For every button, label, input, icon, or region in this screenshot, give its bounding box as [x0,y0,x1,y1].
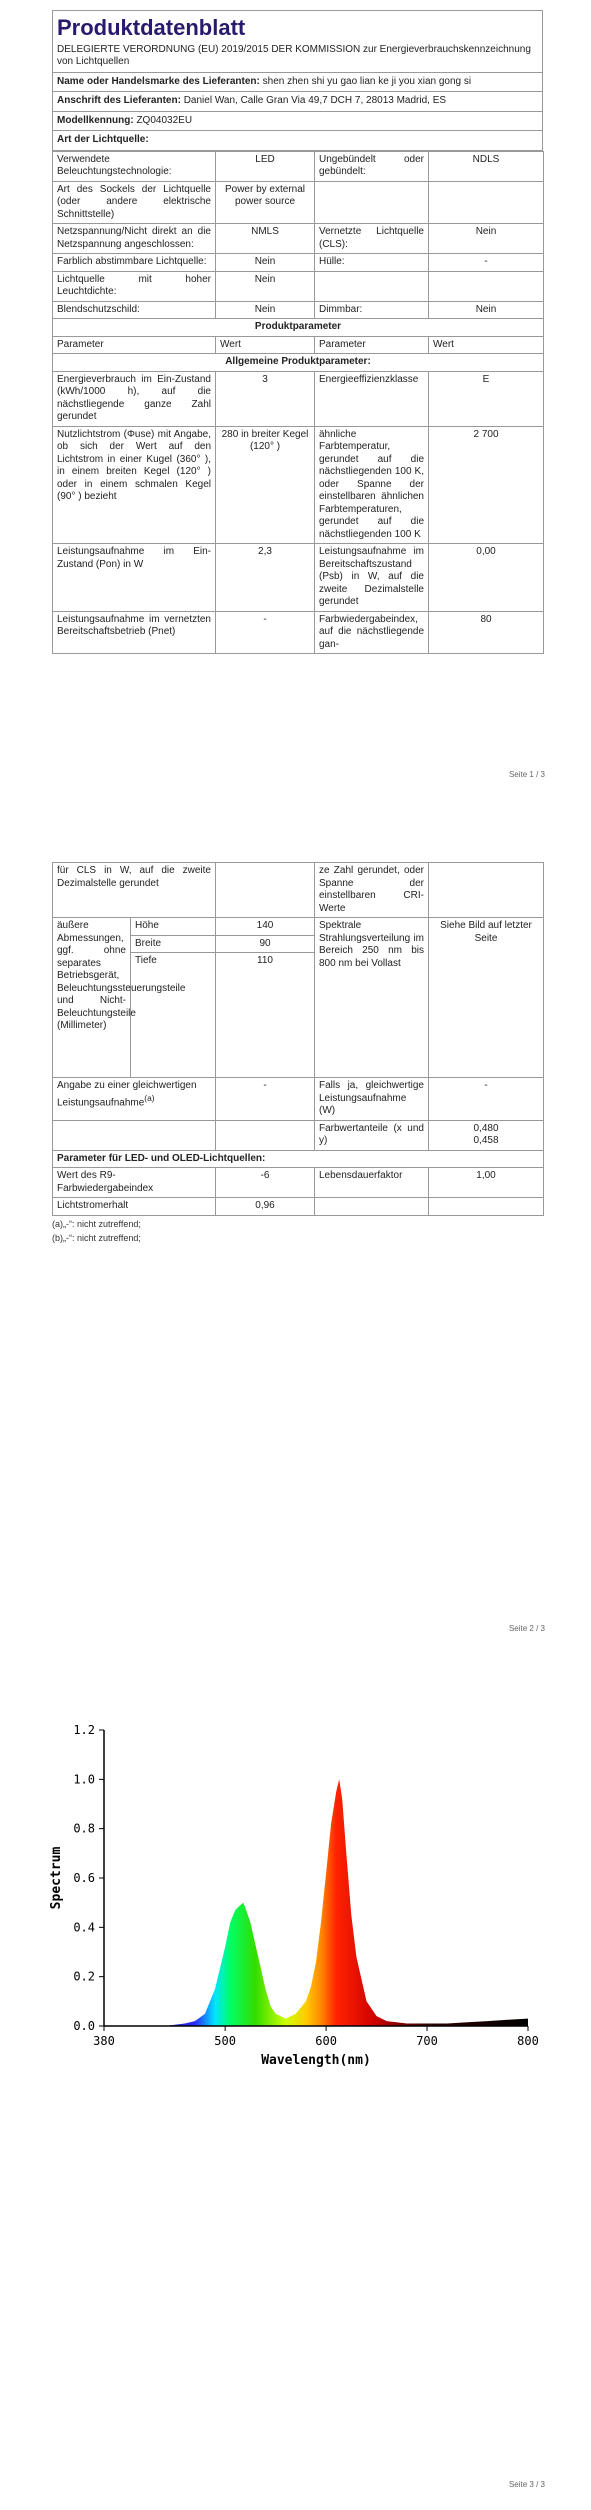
empty-cell [315,181,429,224]
y-tick-label: 0.2 [73,1969,95,1984]
technology-label: Verwendete Beleuchtungstechnologie: [53,151,216,181]
equiv-value: - [216,1078,315,1121]
y-tick-label: 0.8 [73,1821,95,1836]
maintenance-label: Lichtstromerhalt [53,1198,216,1216]
supplier-name: shen zhen shi yu gao lian ke ji you xian gong si [262,75,472,87]
eec-value: E [429,371,544,426]
cls-label: Vernetzte Lichtquelle (CLS): [315,224,429,254]
x-tick-label: 380 [93,2034,115,2048]
high-luminance-value: Nein [216,271,315,301]
maintenance-value: 0,96 [216,1198,315,1216]
cri-label-continued: ze Zahl gerundet, oder Spanne der einstellbaren CRI-Werte [315,863,429,918]
spectrum-area [104,1779,528,2026]
energy-value: 3 [216,371,315,426]
page-number: Seite 3 / 3 [508,2480,545,2489]
supplier-address: Daniel Wan, Calle Gran Via 49,7 DCH 7, 28013 Madrid, ES [183,95,447,106]
general-params-heading: Allgemeine Produktparameter: [53,354,544,372]
empty-cell [53,1120,216,1150]
model-row [53,111,542,131]
cri-value: 80 [429,611,544,654]
eec-label: Energieeffizienzklasse [315,371,429,426]
empty-cell [216,1120,315,1150]
mains-value: NMLS [216,224,315,254]
cct-value: 2 700 [429,426,544,544]
empty-cell [216,863,315,918]
y-tick-label: 0.0 [73,2019,95,2033]
socket-label: Art des Sockels der Lichtquelle (oder andere elektrische Schnittstelle) [53,181,216,224]
technology-value: LED [216,151,315,181]
col-value-header: Wert [216,336,315,354]
y-tick-label: 1.0 [73,1772,95,1787]
empty-cell [429,181,544,224]
supplier-name-label: Name oder Handelsmarke des Lieferanten: [57,75,260,87]
pnet-value: - [216,611,315,654]
y-tick-label: 0.4 [73,1920,95,1935]
params-table-continued [52,862,544,1216]
r9-label: Wert des R9-Farbwiedergabeindex [53,1168,216,1198]
col-param-header: Parameter [315,336,429,354]
pnet-label-continued: für CLS in W, auf die zweite Dezimalstelle gerundet [53,863,216,918]
r9-value: -6 [216,1168,315,1198]
y-axis-label: Spectrum [49,1846,64,1910]
flux-label: Nutzlichtstrom (Φuse) mit Angabe, ob sich der Wert auf den Lichtstrom in einer Kugel (360° ), in einem breiten Kegel (120° ) oder in einem schmalen Kegel (90° ) bezieht [53,426,216,544]
empty-cell [429,271,544,301]
spectrum-chart [0,1710,591,2140]
pon-value: 2,3 [216,544,315,612]
datasheet-page-2 [52,862,543,1244]
equiv-power-value: - [429,1078,544,1121]
empty-cell [315,271,429,301]
socket-value: Power by external power source [216,181,315,224]
led-params-heading: Parameter für LED- und OLED-Lichtquellen: [53,1150,544,1168]
glare-value: Nein [216,301,315,319]
y-tick-label: 0.6 [73,1871,95,1885]
flux-value: 280 in breiter Kegel (120° ) [216,426,315,544]
model-id: ZQ04032EU [136,114,193,126]
page-number: Seite 2 / 3 [508,1624,545,1633]
pon-label: Leistungsaufnahme im Ein-Zustand (Pon) in W [53,544,216,612]
equiv-label: Angabe zu einer gleichwertigen Leistungsaufnahme [57,1080,197,1108]
dims-label: äußere Abmessungen, ggf. ohne separates Betriebsgerät, Beleuchtungssteuerungsteile und Nicht-Beleuchtungsteile (Millimeter) [53,918,131,1078]
psb-value: 0,00 [429,544,544,612]
chromaticity-x: 0,480 [473,1122,499,1134]
energy-label: Energieverbrauch im Ein-Zustand (kWh/1000 h), auf die nächstliegende ganze Zahl gerundet [53,371,216,426]
cct-label: ähnliche Farbtemperatur, gerundet auf die nächstliegenden 100 K, oder Spanne der einstellbaren ähnlichen Farbtemperaturen, gerundet auf die nächstliegenden 100 K [315,426,429,544]
document-title: Produktdatenblatt [57,15,246,40]
light-source-type-heading: Art der Lichtquelle: [53,130,542,150]
unbundled-value: NDLS [429,151,544,181]
envelope-value: - [429,254,544,272]
x-axis-label: Wavelength(nm) [261,2053,371,2068]
page-2 [0,826,591,1680]
page-number: Seite 1 / 3 [508,770,545,779]
type-table [52,151,544,655]
model-label: Modellkennung: [57,114,134,126]
x-tick-label: 600 [315,2034,337,2048]
glare-label: Blendschutzschild: [53,301,216,319]
high-luminance-label: Lichtquelle mit hoher Leuchtdichte: [53,271,216,301]
supplier-address-label: Anschrift des Lieferanten: [57,95,181,106]
tunable-value: Nein [216,254,315,272]
lifetime-value: 1,00 [429,1168,544,1198]
col-value-header: Wert [429,336,544,354]
chromaticity-values [429,1120,544,1150]
envelope-label: Hülle: [315,254,429,272]
chromaticity-label: Farbwertanteile (x und y) [315,1120,429,1150]
regulation-text: DELEGIERTE VERORDNUNG (EU) 2019/2015 DER KOMMISSION zur Energieverbrauchskennzeichnung von Lichtquellen [57,43,531,67]
equiv-power-label: Falls ja, gleichwertige Leistungsaufnahme (W) [315,1078,429,1121]
equiv-label-cell: Angabe zu einer gleichwertigen Leistungsaufnahme$^{(a)}$ [53,1078,216,1121]
psb-label: Leistungsaufnahme im Bereitschaftszustand (Psb) in W, auf die zweite Dezimalstelle gerundet [315,544,429,612]
page-1 [0,0,591,826]
y-tick-label: 1.2 [73,1723,95,1737]
footnote-a: (a)„-“: nicht zutreffend; [52,1218,141,1229]
unbundled-label: Ungebündelt oder gebündelt: [315,151,429,181]
depth-value: 110 [216,953,315,1078]
product-params-heading: Produktparameter [53,319,544,337]
supplier-address-row [53,91,542,111]
height-value: 140 [216,918,315,936]
header-box [52,10,543,151]
mains-label: Netzspannung/Nicht direkt an die Netzspannung angeschlossen: [53,224,216,254]
chromaticity-y: 0,458 [473,1135,499,1146]
x-tick-label: 500 [214,2034,236,2048]
empty-cell [315,1198,429,1216]
empty-cell [429,863,544,918]
lifetime-label: Lebensdauerfaktor [315,1168,429,1198]
cri-label: Farbwiedergabeindex, auf die nächstliegende gan- [315,611,429,654]
spd-label: Spektrale Strahlungsverteilung im Bereich 250 nm bis 800 nm bei Vollast [315,918,429,1078]
spd-value: Siehe Bild auf letzter Seite [429,918,544,1078]
supplier-name-row [53,72,542,92]
x-tick-label: 700 [416,2034,438,2048]
empty-cell [429,1198,544,1216]
footnote-b: (b)„-“: nicht zutreffend; [52,1232,141,1243]
width-label: Breite [131,935,216,953]
pnet-label: Leistungsaufnahme im vernetzten Bereitschaftsbetrieb (Pnet) [53,611,216,654]
cls-value: Nein [429,224,544,254]
height-label: Höhe [131,918,216,936]
datasheet-page-1 [52,10,543,654]
col-param-header: Parameter [53,336,216,354]
x-tick-label: 800 [517,2034,539,2048]
depth-label: Tiefe [131,953,216,1078]
tunable-label: Farblich abstimmbare Lichtquelle: [53,254,216,272]
page-3 [0,1680,591,2510]
width-value: 90 [216,935,315,953]
dimmable-label: Dimmbar: [315,301,429,319]
dimmable-value: Nein [429,301,544,319]
